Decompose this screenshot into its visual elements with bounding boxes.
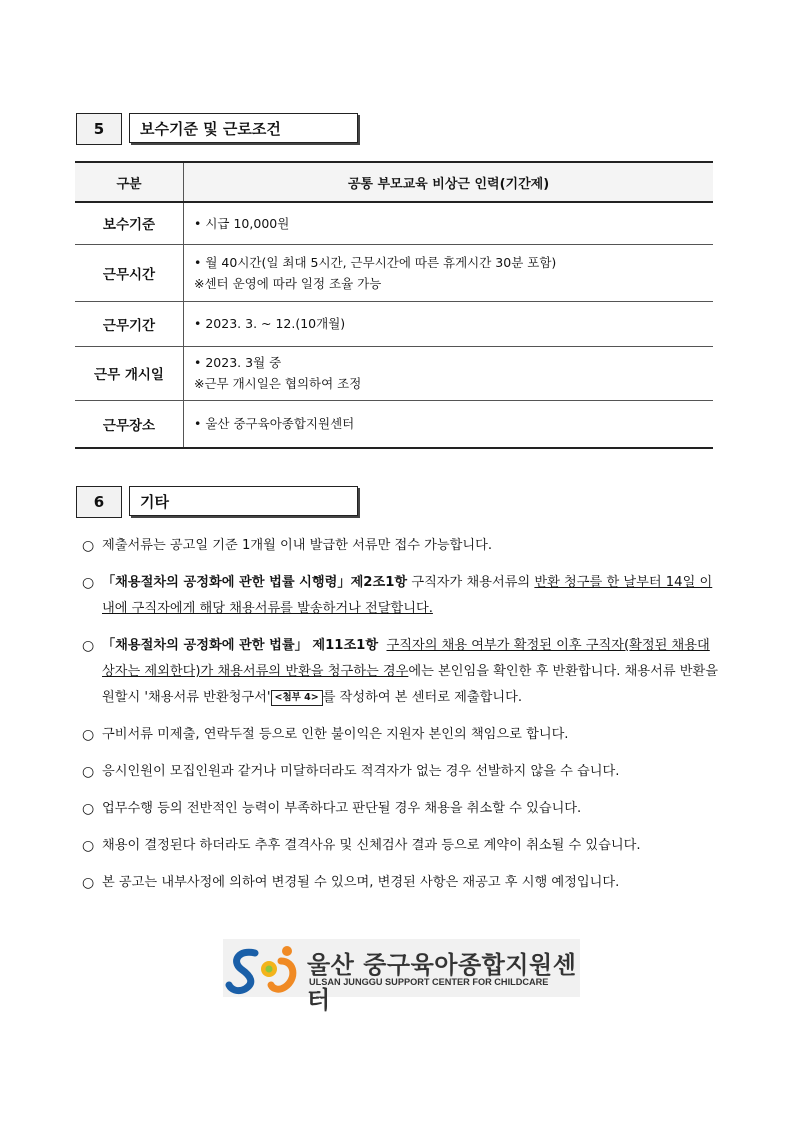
- row-line: • 시급 10,000원: [194, 213, 713, 234]
- row-note: ※센터 운영에 따라 일정 조율 가능: [194, 275, 382, 291]
- row-line: • 2023. 3. ~ 12.(10개월): [194, 313, 713, 334]
- table-row: [75, 202, 713, 244]
- row-value: [184, 202, 714, 244]
- center-name-korean: 울산 중구육아종합지원센터: [307, 951, 577, 1014]
- law-reference: 「채용절차의 공정화에 관한 법률 시행령」제2조1항: [102, 575, 408, 590]
- table-row: [75, 301, 713, 346]
- header-value: 공통 부모교육 비상근 인력(기간제): [184, 162, 714, 202]
- center-logo: [223, 939, 580, 1014]
- header-label: 구분: [75, 162, 184, 202]
- table-row: [75, 400, 713, 448]
- list-item: [82, 870, 718, 896]
- attachment-tag: <첨부 4>: [271, 690, 323, 706]
- row-value: [184, 301, 714, 346]
- row-label: 보수기준: [75, 202, 184, 244]
- law-reference: 「채용절차의 공정화에 관한 법률」 제11조1항: [102, 638, 379, 653]
- circle-bullet-icon: ○: [82, 538, 95, 554]
- circle-bullet-icon: ○: [82, 764, 95, 780]
- list-item: [82, 633, 718, 711]
- work-conditions-table: [75, 161, 713, 449]
- item-text: 본 공고는 내부사정에 의하여 변경될 수 있으며, 변경된 사항은 재공고 후 시행 예정입니다.: [102, 875, 620, 890]
- list-item: [82, 796, 718, 822]
- row-label: 근무 개시일: [75, 346, 184, 400]
- table-header-row: [75, 162, 713, 202]
- row-line: • 울산 중구육아종합지원센터: [194, 413, 713, 434]
- circle-bullet-icon: ○: [82, 727, 95, 743]
- item-text: 응시인원이 모집인원과 같거나 미달하더라도 적격자가 없는 경우 선발하지 않을 수 습니다.: [102, 764, 620, 779]
- circle-bullet-icon: ○: [82, 638, 95, 654]
- item-text: 에는 본인임을 확인한 후 반환합니다. 채용서류 반환을 원할시 '채용서류 반환청구서': [102, 664, 718, 705]
- row-line: • 월 40시간(일 최대 5시간, 근무시간에 따른 휴게시간 30분 포함): [194, 252, 713, 273]
- item-text: 를 작성하여 본 센터로 제출합니다.: [322, 690, 523, 705]
- item-text: 업무수행 등의 전반적인 능력이 부족하다고 판단될 경우 채용을 취소할 수 있습니다.: [102, 801, 582, 816]
- list-item: [82, 759, 718, 785]
- row-label: 근무기간: [75, 301, 184, 346]
- circle-bullet-icon: ○: [82, 838, 95, 854]
- section-number: 5: [76, 113, 122, 145]
- section-title: 기타: [129, 486, 358, 516]
- circle-bullet-icon: ○: [82, 875, 95, 891]
- underlined-text: 구직자의 채용 여부가 확정된 이후 구직자(확정된 채용대상자는 제외한다)가 채용서류의 반환을 청구하는 경우: [102, 638, 710, 679]
- table-row: [75, 346, 713, 400]
- list-item: [82, 833, 718, 859]
- list-item: [82, 722, 718, 748]
- row-value: [184, 400, 714, 448]
- item-text: 구직자가 채용서류의: [407, 575, 535, 590]
- section-title: 보수기준 및 근로조건: [129, 113, 358, 143]
- row-value: [184, 244, 714, 301]
- row-note: ※근무 개시일은 협의하여 조정: [194, 376, 362, 391]
- row-label: 근무장소: [75, 400, 184, 448]
- list-item: [82, 533, 718, 559]
- row-label: 근무시간: [75, 244, 184, 301]
- item-text: 구비서류 미제출, 연락두절 등으로 인한 불이익은 지원자 본인의 책임으로 합니다.: [102, 727, 569, 742]
- list-item: [82, 570, 718, 622]
- notice-list: [82, 533, 718, 907]
- table-row: [75, 244, 713, 301]
- circle-bullet-icon: ○: [82, 801, 95, 817]
- center-name-english: ULSAN JUNGGU SUPPORT CENTER FOR CHILDCARE: [309, 977, 549, 987]
- item-text: 제출서류는 공고일 기준 1개월 이내 발급한 서류만 접수 가능합니다.: [102, 538, 493, 553]
- row-value: [184, 346, 714, 400]
- section-number: 6: [76, 486, 122, 518]
- item-text: 채용이 결정된다 하더라도 추후 결격사유 및 신체검사 결과 등으로 계약이 취소될 수 있습니다.: [102, 838, 641, 853]
- underlined-text: 반환 청구를 한 날부터 14일 이내에 구직자에게 해당 채용서류를 발송하거나 전달합니다.: [102, 575, 713, 616]
- center-emblem-icon: [225, 939, 305, 997]
- circle-bullet-icon: ○: [82, 575, 95, 591]
- row-line: • 2023. 3월 중: [194, 352, 713, 373]
